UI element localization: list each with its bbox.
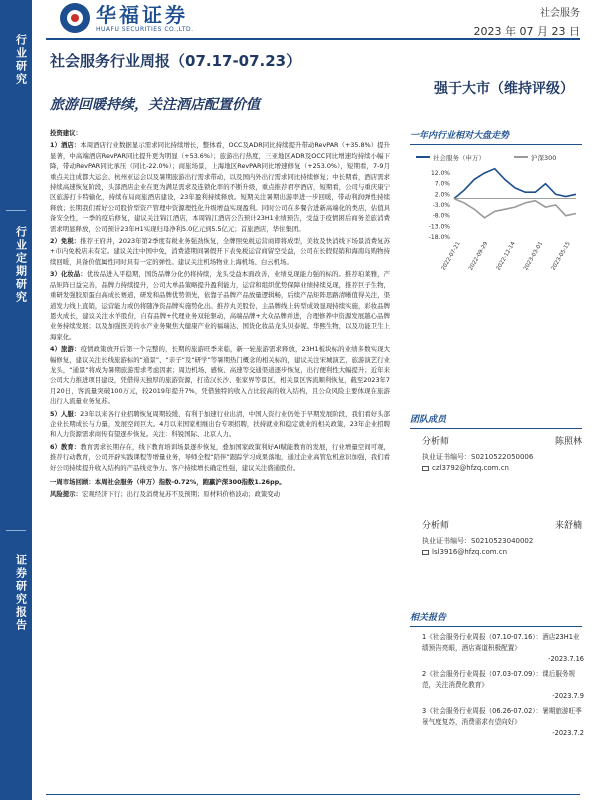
paragraph-hotel [50, 140, 390, 234]
related-reports-section [410, 610, 582, 627]
related-report-text: 1《社会服务行业周报（07.10-07.16）：酒店23H1业绩预告亮眼，酒店赛道积极配置》 [422, 633, 580, 652]
report-title: 社会服务行业周报（07.17-07.23） [50, 52, 302, 70]
analyst-card [422, 436, 582, 474]
logo-english-name: HUAFU SECURITIES CO.,LTD. [96, 25, 194, 33]
analyst-cert: 执业证书编号：S0210522050006 [422, 453, 534, 461]
risk-head: 风险提示： [50, 490, 82, 499]
x-tick-label: 2023-03-01 [523, 241, 545, 272]
risk-warning [50, 489, 390, 499]
team-heading: 团队成员 [410, 412, 582, 429]
paragraph-text: 本周酒店行业数据显示需求同比持续增长，整体看，OCC及ADR同比持续提升带动RevPAR（+35.8%）提升显著，中高端酒店RevPAR同比提升更为明显（+53.6%）；旅游出行热度，三亚地区ADR及OCC同比增速均持续小幅下降，带动RevPAR同比承压（同比-22.0%）；商旅场景，上海地区RevPAR同比增速修复（+253.0%），短期看，7-9月重点关注成都大运会、杭州亚运会以及暑期旅游出行需求带动，以及国内外出行需求同比持续修复；中长期看，酒店需求持续高速恢复阶段，头部酒店企业在更为满足需求及连锁化率的不断升级，重点推荐君亭酒店，短期看，公司与重庆康宁区旅游打卡特输化，持续布局商旅酒店建设，23年盈利持续释放。短期关注暑期出游率进一步回暖，带动利润弹性持续释放；长期我们看好公司股价型资产管理中资源理性化升级增益实现盈利。同时公司在多餐合进新高端化的类店，估值具备安全性，一季的疫后修复，建议关注锦江酒店，本周锦江酒店公告预计23H1业绩预告，受益于疫情困后商务差旅消费需求明显释放，公司预计23年H1实现归母净利5.0亿元到5.5亿元；首旅酒店，华住集团。 [50, 141, 390, 233]
paragraph-text: 优妆品进入平稳期，国货品牌分化仍将持续，龙头受益本面改善，业绩兑现能力强的标的。推荐珀莱雅，产品矩阵日益完善，品牌力持续提升，公司大单品策略提升盈利能力，运营和组织优势保障业绩持续兑现，推荐巨子生物，重研发强胶原蛋白高成长赛道，研发和品牌优势领先，依靠子品牌产品放量逻辑畅，后续产品矩阵思路清晰值得关注，渠道发力线上直销，运营能力或仍将随净资品牌实施势化出。推荐丸美股份，主品牌线上转型成效显现持续实施，彩妆品牌恩火成长，建议关注水羊股份，自有品牌+代理业务双轮驱动，高端品牌+大众品牌并进，合理修养中资源发展越心品牌业务持续发展；以及加强医美的水产业务聚焦大健康产业的福瑞达、国货化妆品龙头贝泰妮、华熙生物，以及功能卫生上海家化。 [50, 270, 390, 341]
sidebar-label-securities-report: 证券研究报告 [14, 554, 28, 632]
y-tick-label: 7.0% [434, 180, 450, 188]
paragraph-text: 疫情政策放开后第一个完整的，长期的旅游旺季来临，新一轮旅游需求释放，23H1板块标的业绩多数实现大幅修复，建议关注长线旅游标的“通景”、“亲子”及“研学”等暑期热门概念的相关标的，建议关注宋城演艺，旅游演艺行业龙头，“通景”将成为暑期旅游需求考虑因素；周边机场、感恢、高速等交通渠道逐步恢复，出行便利性大幅提升；近年来公司大力推进项目建设，凭借得天独厚的旅游资源，打造汉长沙、张家界等景区，相关景区客流顺利恢复，截至2023年7月20日，客流量突破100万元，较2019年提升7%，凭借独特的收入占比较高的收入结构，且公众风险主要体现在旅游出行人流量业务复苏。 [50, 345, 390, 406]
sidebar-divider [6, 530, 26, 531]
company-logo [60, 3, 194, 33]
logo-icon [60, 3, 90, 33]
relative-performance-chart [410, 128, 582, 278]
analyst-cert: 执业证书编号：S0210523040002 [422, 537, 534, 545]
paragraph-text: 推荐王府井，2023年第2季度有税业务强劲恢复，全牌照免税运营商即将成型，美妆及快消线下场景消费复苏+市内免税店未有定。建议关注中国中免，消费港期间暑假开下表免税运营商留空受益，公司在长假促销和海南岛购物持续回暖，具备价值属性同时具有一定的弹性。建议关注机场物业上海机场、白云机场。 [50, 237, 390, 266]
series-line [454, 199, 576, 218]
team-section [410, 412, 582, 429]
paragraph-tourism [50, 344, 390, 406]
analyst-role: 分析师 [422, 437, 450, 447]
header-divider [46, 38, 580, 40]
related-heading: 相关报告 [410, 610, 582, 627]
x-tick-label: 2022-09-29 [468, 241, 490, 272]
y-tick-label: -8.0% [432, 212, 450, 220]
related-report-date: -2023.7.2 [552, 729, 584, 737]
chart-svg [410, 145, 582, 277]
related-report-item[interactable] [422, 706, 584, 739]
y-tick-label: -18.0% [428, 234, 450, 241]
y-tick-label: 12.0% [430, 170, 450, 177]
email-icon [422, 466, 429, 471]
paragraph-head: 3）化妆品： [50, 270, 87, 279]
x-tick-label: 2022-12-14 [495, 241, 517, 272]
series-line [454, 169, 576, 199]
related-report-date: -2023.7.9 [552, 692, 584, 700]
y-tick-label: 2.0% [434, 191, 450, 199]
header-date: 2023 年 07 月 23 日 [473, 25, 580, 38]
analyst-name: 陈照林 [554, 437, 582, 447]
related-report-item[interactable] [422, 632, 584, 665]
paragraph-head: 1）酒店： [50, 141, 81, 150]
paragraph-head: 4）旅游： [50, 345, 81, 354]
related-report-text: 2《社会服务行业周报（07.03-07.09）：课后服务规范，关注消费化教育》 [422, 670, 576, 689]
analyst-role: 分析师 [422, 521, 450, 531]
paragraph-hr [50, 409, 390, 440]
paragraph-text: 23年以来各行业招聘恢复周期较缓，有利于加速行业出清，中国人资行业仍处于早期发展阶段，我们看好头部企业长期成长与力量，发展空间巨大。4月以来国家相继出台专项招聘，扶持就业和稳定就业的相关政策，23年企业招聘和人力资源需求商传有望逐步恢复。关注：科锐国际、北京人力。 [50, 409, 390, 439]
y-tick-label: -3.0% [432, 202, 450, 209]
related-report-item[interactable] [422, 669, 584, 702]
x-tick-label: 2023-05-15 [550, 241, 572, 272]
analyst-card [422, 520, 582, 558]
paragraph-head: 5）人服： [50, 409, 81, 418]
logo-chinese-name: 华福证券 [96, 2, 188, 27]
report-subtitle: 旅游回暖持续，关注酒店配置价值 [50, 97, 260, 113]
paragraph-head: 6）教育： [50, 442, 81, 451]
sidebar-divider [6, 210, 26, 211]
weekly-review: 一周市场回顾：本周社会服务（申万）指数-0.72%，跑赢沪深300指数1.26pp。 [50, 478, 286, 486]
sidebar-label-periodic-research: 行业定期研究 [14, 226, 28, 304]
paragraph-education [50, 442, 390, 473]
related-report-text: 3《社会服务行业周报（06.26-07.02）：暑期旅游旺季景气度复苏，消费需求有望向好》 [422, 707, 582, 726]
analyst-email[interactable]: czl3792@hfzq.com.cn [432, 464, 509, 472]
header-industry: 社会服务 [540, 8, 580, 19]
chart-title: 一年内行业相对大盘走势 [410, 128, 582, 145]
x-tick-label: 2022-07-21 [440, 241, 462, 272]
related-report-date: -2023.7.16 [548, 655, 584, 663]
analyst-email[interactable]: lsl3916@hfzq.com.cn [432, 548, 508, 556]
risk-text: 宏观经济下行；出行及消费复苏不及预期；原材料价格波动；政策变动 [81, 490, 281, 499]
paragraph-head: 2）免税： [50, 237, 81, 246]
y-tick-label: -13.0% [428, 223, 450, 231]
report-body [50, 128, 390, 502]
paragraph-dutyfree [50, 236, 390, 267]
report-rating: 强于大市（维持评级） [434, 81, 574, 97]
analyst-name: 来舒楠 [554, 521, 582, 531]
sidebar-label-industry-research: 行业研究 [14, 34, 28, 86]
email-icon [422, 550, 429, 555]
paragraph-cosmetics [50, 269, 390, 342]
section-heading: 投资建议： [50, 129, 82, 137]
related-reports-list [422, 632, 584, 743]
legend-label: 社会服务（申万） [433, 154, 485, 162]
paragraph-text: 教育需求长期存在，线下教育培训场景逐步恢复，叠加国家政策利好AI赋能教育的发展，行业增量空间可观，推荐行动教育，公司开辟实践课程等增量业务，导师全程“陪伴”跟踪学习成果落地，通过企业高管危机意识加强，我们看好公司持续提升收入结构的产品线竞争力。客户持续增长确定性强，建议关注盛通股份。 [50, 442, 390, 472]
footer-divider [46, 794, 580, 795]
legend-label: 沪深300 [531, 154, 557, 162]
